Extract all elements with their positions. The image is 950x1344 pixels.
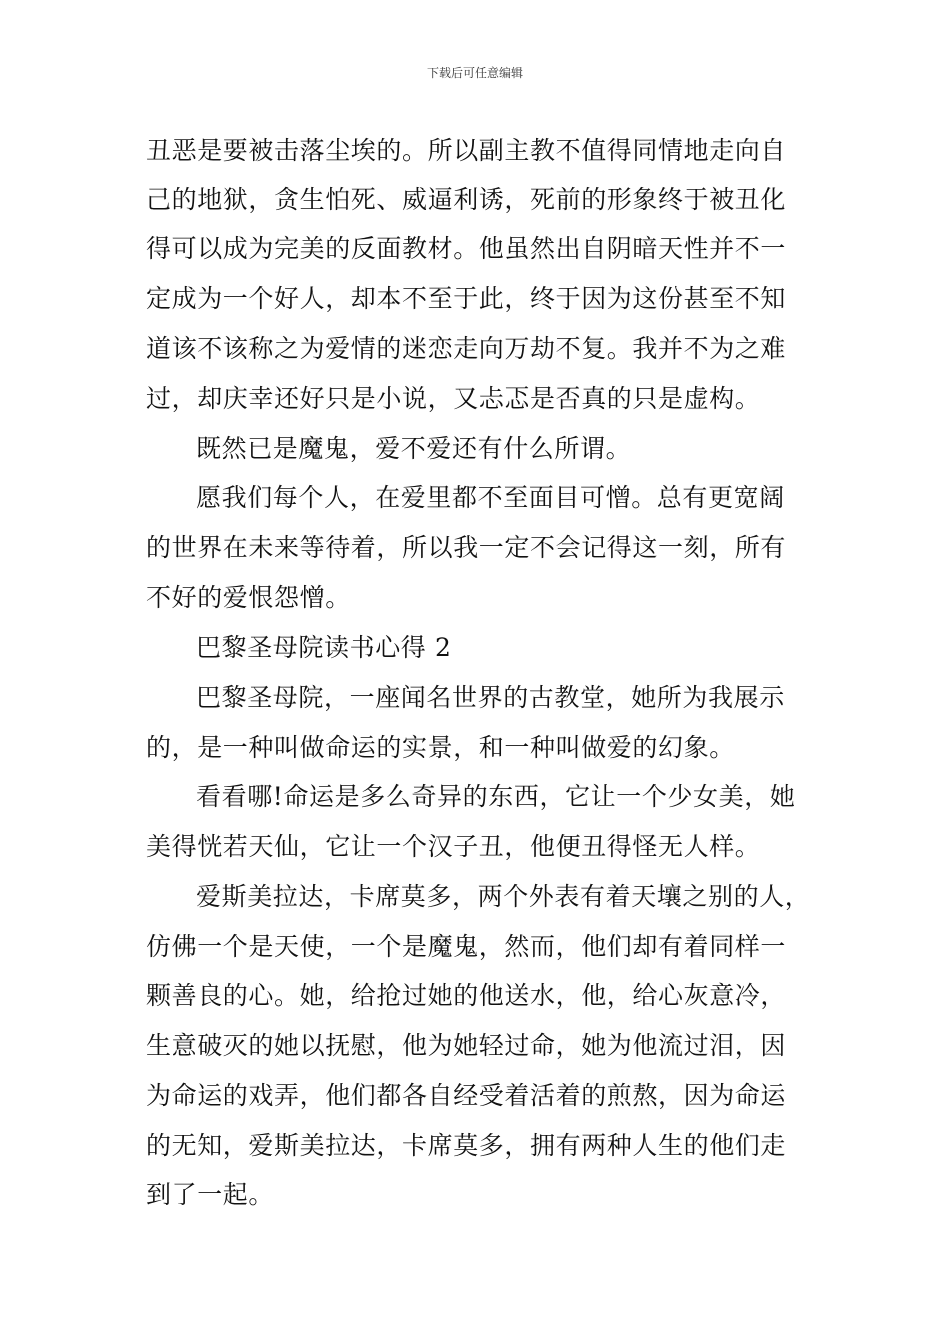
section-heading: 巴黎圣母院读书心得 2 xyxy=(196,633,452,662)
text-line: 为命运的戏弄，他们都各自经受着活着的煎熬，因为命运 xyxy=(146,1081,787,1110)
paragraph-start: 看看哪!命运是多么奇异的东西，它让一个少女美，她 xyxy=(196,782,796,811)
paragraph-start: 巴黎圣母院，一座闻名世界的古教堂，她所为我展示 xyxy=(196,683,785,712)
text-line: 不好的爱恨怨憎。 xyxy=(146,583,351,612)
text-line: 定成为一个好人，却本不至于此，终于因为这份甚至不知 xyxy=(146,284,787,313)
text-line: 得可以成为完美的反面教材。他虽然出自阴暗天性并不一 xyxy=(146,234,787,263)
paragraph-start: 既然已是魔鬼，爱不爱还有什么所谓。 xyxy=(196,434,632,463)
text-line: 的，是一种叫做命运的实景，和一种叫做爱的幻象。 xyxy=(146,733,735,762)
text-line: 到了一起。 xyxy=(146,1180,275,1209)
text-line: 的世界在未来等待着，所以我一定不会记得这一刻，所有 xyxy=(146,533,787,562)
paragraph-start: 爱斯美拉达，卡席莫多，两个外表有着天壤之别的人， xyxy=(196,882,811,911)
text-line: 生意破灭的她以抚慰，他为她轻过命，她为他流过泪，因 xyxy=(146,1031,787,1060)
text-line: 过，却庆幸还好只是小说，又忐忑是否真的只是虚构。 xyxy=(146,384,761,413)
page-header: 下载后可任意编辑 xyxy=(426,66,523,80)
text-line: 美得恍若天仙，它让一个汉子丑，他便丑得怪无人样。 xyxy=(146,832,761,861)
text-line: 仿佛一个是天使，一个是魔鬼，然而，他们却有着同样一 xyxy=(146,932,787,961)
text-line: 的无知，爱斯美拉达，卡席莫多，拥有两种人生的他们走 xyxy=(146,1131,787,1160)
text-line: 道该不该称之为爱情的迷恋走向万劫不复。我并不为之难 xyxy=(146,334,787,363)
paragraph-start: 愿我们每个人，在爱里都不至面目可憎。总有更宽阔 xyxy=(196,483,785,512)
text-line: 己的地狱，贪生怕死、威逼利诱，死前的形象终于被丑化 xyxy=(146,185,787,214)
text-line: 颗善良的心。她，给抢过她的他送水，他，给心灰意冷， xyxy=(146,981,787,1010)
text-line: 丑恶是要被击落尘埃的。所以副主教不值得同情地走向自 xyxy=(146,136,787,165)
